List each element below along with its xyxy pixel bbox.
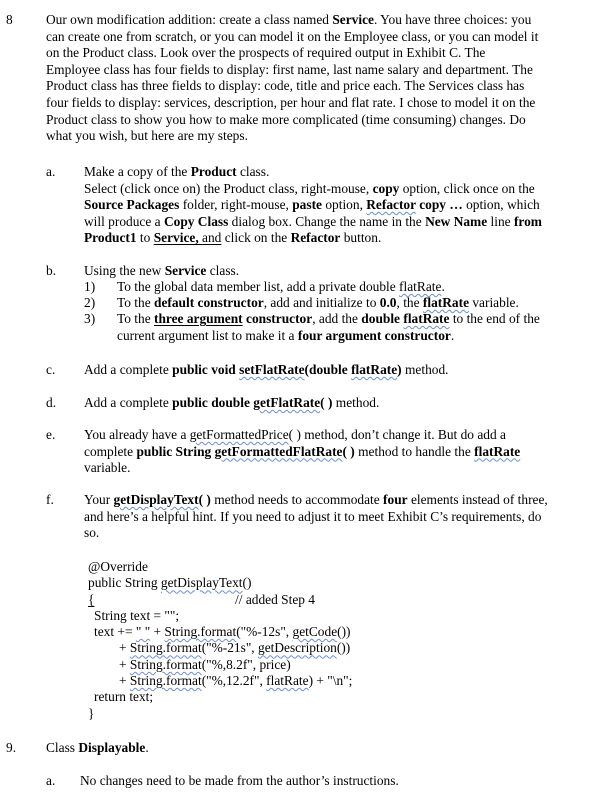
step-f-line-3: so.	[84, 525, 100, 541]
step-a-line-4: will produce a Copy Class dialog box. Change the name in the New Name line from	[84, 213, 542, 229]
item-9-title-prefix: Class	[46, 740, 79, 755]
step-b-sub-1-text: To the global data member list, add a private double flatRate.	[117, 279, 445, 294]
intro-line-6: four fields to display: services, description, per hour and flat rate. I chose to model it on the	[46, 94, 536, 110]
step-b-sub-3-text	[117, 311, 540, 344]
step-f-line-1: Your getDisplayText( ) method needs to accommodate four elements instead of three,	[84, 492, 548, 507]
step-b-letter: b.	[46, 263, 57, 278]
intro-line-2: can create one from scratch, or you can model it on the Employee class, or you can model it	[46, 28, 539, 44]
intro-line-1: Our own modification addition: create a class named Service. You have three choices: you	[46, 12, 532, 27]
step-a-text	[84, 164, 542, 247]
item-9-title-suffix: .	[145, 740, 149, 755]
intro-line-3: on the Product class. Look over the prospects of required output in Exhibit C. The	[46, 45, 486, 61]
intro-line-8: what you wish, but here are my steps.	[46, 128, 248, 144]
item-9-title	[46, 740, 149, 757]
code-block	[88, 559, 352, 722]
step-d-letter: d.	[46, 395, 57, 410]
step-c-text: Add a complete public void setFlatRate(double flatRate) method.	[84, 362, 449, 377]
step-b-sub-3-line-2: current argument list to make it a four argument constructor.	[117, 327, 455, 343]
code-line-2: public String getDisplayText()	[88, 575, 252, 591]
item-8-number: 8	[6, 12, 13, 27]
code-line-5: text += " " + String.format("%-12s", getCode())	[94, 624, 351, 640]
step-a-letter: a.	[46, 164, 56, 179]
code-line-7: + String.format("%,8.2f", price)	[119, 656, 291, 672]
code-line-3: { // added Step 4	[88, 591, 316, 607]
step-e-line-1: You already have a getFormattedPrice( ) method, don’t change it. But do add a	[84, 427, 506, 442]
step-a-line-3: Source Packages folder, right-mouse, paste option, Refactor copy … option, which	[84, 197, 540, 213]
step-b-sub-2-text: To the default constructor, add and initialize to 0.0, the flatRate variable.	[117, 295, 519, 310]
step-f-letter: f.	[46, 492, 54, 507]
step-f-text	[84, 492, 548, 542]
item-9-number: 9.	[6, 740, 17, 755]
item-9-step-a-letter: a.	[46, 773, 56, 788]
step-f-line-2: and here’s a helpful hint. If you need to adjust it to meet Exhibit C’s requirements, do	[84, 508, 542, 524]
code-comment: // added Step 4	[235, 591, 316, 607]
intro-line-5: Product class has three fields to display: code, title and price each. The Services class has	[46, 78, 525, 94]
step-a-line-5: Product1 to Service, and click on the Refactor button.	[84, 230, 382, 246]
item-9-title-bold: Displayable	[78, 740, 146, 755]
step-b-heading: Using the new Service class.	[84, 263, 240, 278]
step-e-line-3: variable.	[84, 460, 131, 476]
intro-line-4: Employee class has four fields to display: first name, last name salary and department. The	[46, 61, 533, 77]
step-a-line-1: Make a copy of the Product class.	[84, 164, 270, 179]
step-a-line-2: Select (click once on) the Product class, right-mouse, copy option, click once on the	[84, 180, 535, 196]
code-line-10: }	[88, 705, 95, 721]
code-line-8: + String.format("%,12.2f", flatRate) + "\n";	[119, 673, 353, 689]
step-b-sub-2-num: 2)	[84, 295, 96, 310]
step-c-letter: c.	[46, 362, 56, 377]
step-e-letter: e.	[46, 427, 56, 442]
step-e-text	[84, 427, 520, 477]
item-9-step-a-text: No changes need to be made from the author’s instructions.	[80, 773, 399, 788]
item-8-intro	[46, 12, 538, 145]
code-line-9: return text;	[94, 689, 154, 705]
step-b-sub-3-line-1: To the three argument constructor, add the double flatRate to the end of the	[117, 311, 540, 326]
step-d-text: Add a complete public double getFlatRate( ) method.	[84, 395, 380, 410]
step-b-sub-3-num: 3)	[84, 311, 96, 326]
step-b-sub-1-num: 1)	[84, 279, 96, 294]
code-line-4: String text = "";	[94, 607, 180, 623]
code-line-6: + String.format("%-21s", getDescription())	[119, 640, 351, 656]
step-e-line-2: complete public String getFormattedFlatRate( ) method to handle the flatRate	[84, 443, 521, 459]
code-line-1: @Override	[88, 559, 148, 574]
intro-line-7: Product class to show you how to make more complicated (time consuming) changes. Do	[46, 111, 526, 127]
